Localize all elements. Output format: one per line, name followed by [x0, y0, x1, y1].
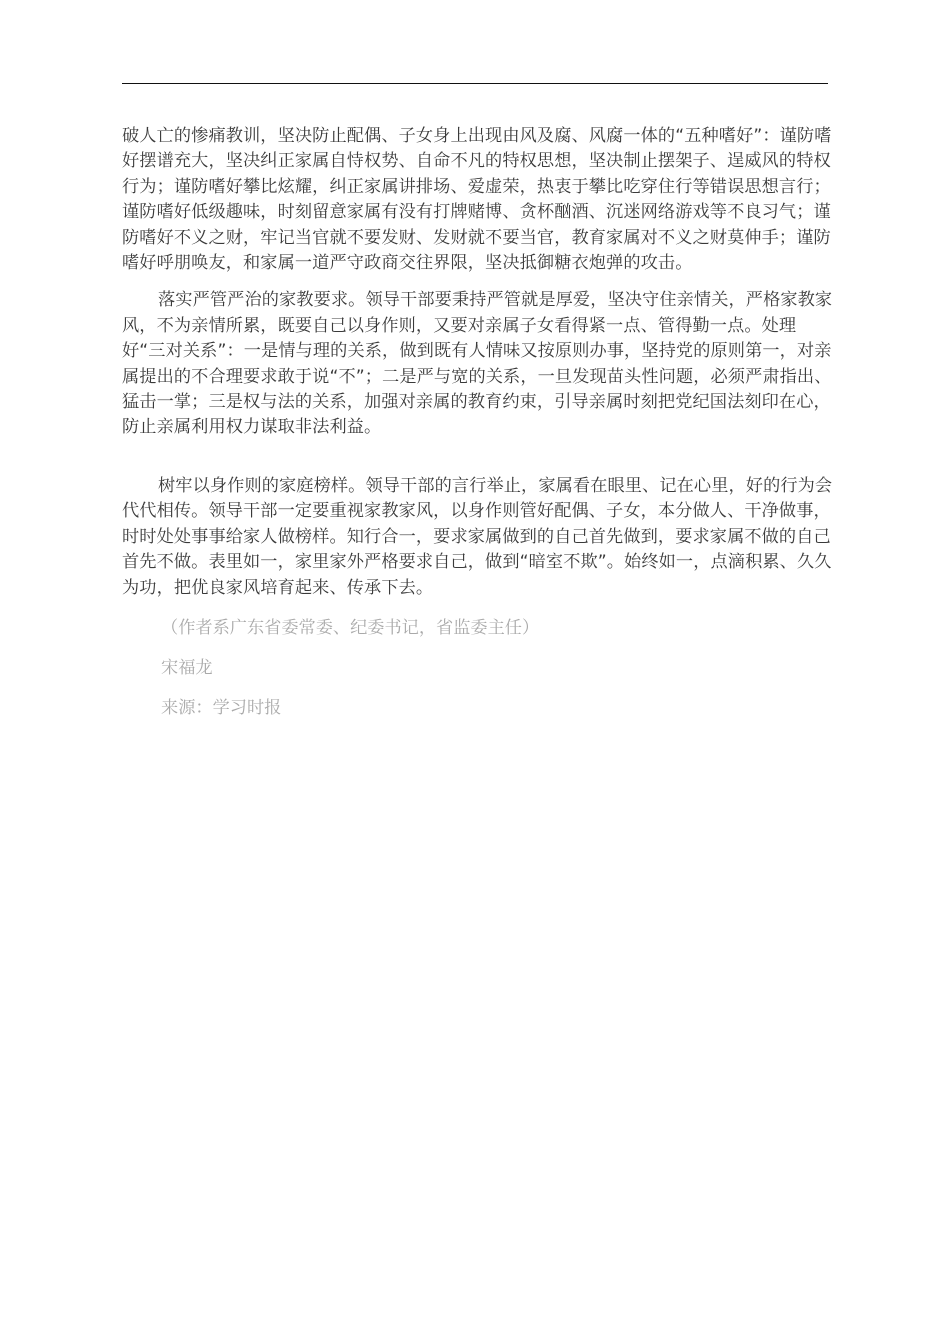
paragraph-role-model: 树牢以身作则的家庭榜样。领导干部的言行举止，家属看在眼里、记在心里，好的行为会代代相传。领导干部一定要重视家教家风，以身作则管好配偶、子女，本分做人、干净做事，时时处处事事给家人做榜样。知行合一，要求家属做到的自己首先做到，要求家属不做的自己首先不做。表里如一，家里家外严格要求自己，做到“暗室不欺”。始终如一，点滴积累、久久为功，把优良家风培育起来、传承下去。	[122, 475, 833, 598]
paragraph-continuation: 破人亡的惨痛教训，坚决防止配偶、子女身上出现由风及腐、风腐一体的“五种嗜好”：谨防嗜好摆谱充大，坚决纠正家属自恃权势、自命不凡的特权思想，坚决制止摆架子、逞威风的特权行为；谨防嗜好攀比炫耀，纠正家属讲排场、爱虚荣，热衷于攀比吃穿住行等错误思想言行；谨防嗜好低级趣味，时刻留意家属有没有打牌赌博、贪杯酗酒、沉迷网络游戏等不良习气；谨防嗜好不义之财，牢记当官就不要发财、发财就不要当官，教育家属对不义之财莫伸手；谨防嗜好呼朋唤友，和家属一道严守政商交往界限，坚决抵御糖衣炮弹的攻击。	[122, 126, 832, 274]
author-note: （作者系广东省委常委、纪委书记，省监委主任）	[161, 617, 540, 638]
author-name: 宋福龙	[161, 657, 213, 678]
article-body	[122, 124, 838, 721]
source-line: 来源：学习时报	[161, 697, 282, 718]
header-rule	[122, 83, 828, 84]
paragraph-family-discipline: 落实严管严治的家教要求。领导干部要秉持严管就是厚爱，坚决守住亲情关，严格家教家风，不为亲情所累，既要自己以身作则，又要对亲属子女看得紧一点、管得勤一点。处理好“三对关系”：一是情与理的关系，做到既有人情味又按原则办事，坚持党的原则第一，对亲属提出的不合理要求敢于说“不”；二是严与宽的关系，一旦发现苗头性问题，必须严肃指出、猛击一掌；三是权与法的关系，加强对亲属的教育约束，引导亲属时刻把党纪国法刻印在心，防止亲属利用权力谋取非法利益。	[122, 290, 833, 438]
